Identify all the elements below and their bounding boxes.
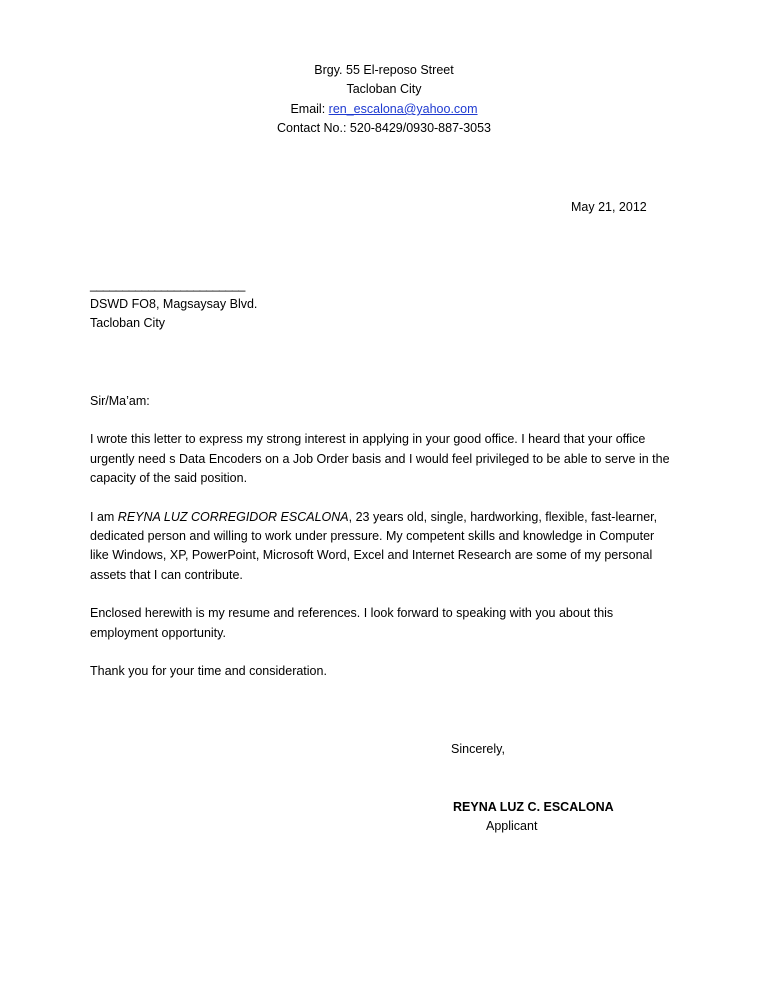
paragraph3-line2: employment opportunity. <box>90 626 226 640</box>
paragraph3-line1: Enclosed herewith is my resume and references. I look forward to speaking with you about this <box>90 606 614 620</box>
closing: Sincerely, <box>451 742 505 756</box>
paragraph1-line2: urgently need s Data Encoders on a Job Order basis and I would feel privileged to be able to serve in the <box>90 452 670 466</box>
paragraph2-line1 <box>90 508 657 528</box>
email-label: Email: <box>290 102 329 116</box>
recipient-line2: Tacloban City <box>90 316 166 330</box>
paragraph2-line4: assets that I can contribute. <box>90 568 243 582</box>
salutation: Sir/Ma’am: <box>90 394 150 408</box>
paragraph1-line1: I wrote this letter to express my strong interest in applying in your good office. I heard that your office <box>90 432 646 446</box>
paragraph1-line3: capacity of the said position. <box>90 471 248 485</box>
letter-date: May 21, 2012 <box>571 200 647 214</box>
signature-name: REYNA LUZ C. ESCALONA <box>453 800 614 814</box>
applicant-name-italic: REYNA LUZ CORREGIDOR ESCALONA <box>117 510 349 524</box>
sender-contact: Contact No.: 520-8429/0930-887-3053 <box>276 121 492 135</box>
paragraph2-line3: like Windows, XP, PowerPoint, Microsoft Word, Excel and Internet Research are some of my personal <box>90 548 653 562</box>
recipient-line1: DSWD FO8, Magsaysay Blvd. <box>90 297 258 311</box>
paragraph4: Thank you for your time and consideration. <box>90 664 327 678</box>
signature-title: Applicant <box>486 819 538 833</box>
paragraph2-line2: dedicated person and willing to work under pressure. My competent skills and knowledge in Computer <box>90 529 655 543</box>
sender-email-line <box>0 100 768 120</box>
sender-address-line2: Tacloban City <box>346 82 422 96</box>
email-link[interactable]: ren_escalona@yahoo.com <box>328 102 478 116</box>
sender-address-line1: Brgy. 55 El-reposo Street <box>314 63 454 77</box>
paragraph2-prefix: I am <box>90 510 118 524</box>
recipient-blank: ________________________ <box>90 278 245 292</box>
paragraph2-line1-rest: , 23 years old, single, hardworking, flexible, fast-learner, <box>348 510 658 524</box>
